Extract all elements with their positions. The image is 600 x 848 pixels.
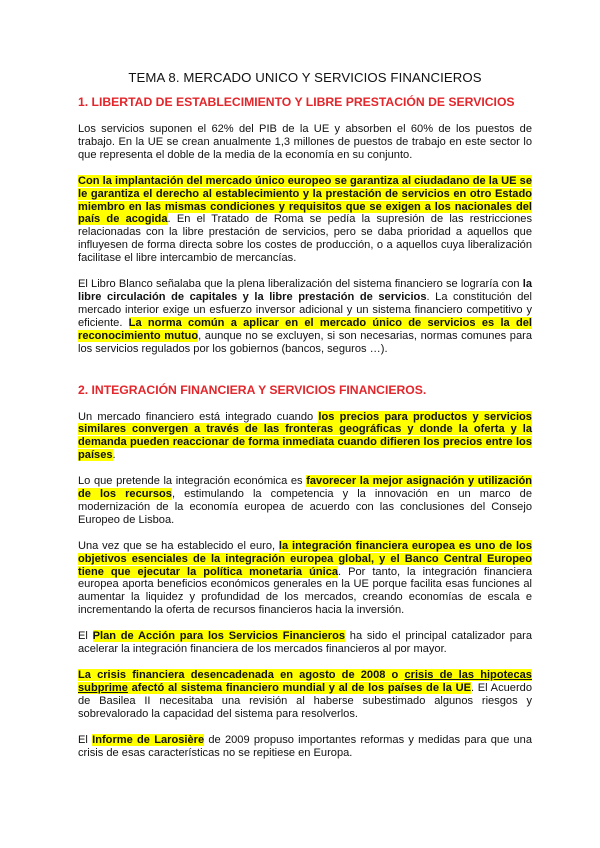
s2-p1-text-a: Un mercado financiero está integrado cuando	[78, 410, 319, 423]
s1-p3-text-d: , aunque no se excluyen, si son necesarias, normas comunes para los servicios regulados por los gobiernos (bancos, seguros …).	[78, 329, 532, 355]
s2-p6-text-a: El	[78, 733, 93, 746]
s1-p1-text: Los servicios suponen el 62% del PIB de la UE y absorben el 60% de los puestos de trabajo. En la UE se crean anualmente 1,3 millones de puestos de trabajo en este sector lo que representa el doble de la media de la economía en su conjunto.	[78, 123, 532, 161]
s2-p2-text-b: , estimulando la competencia y la innovación en un marco de modernización de la economía europea de acuerdo con las conclusiones del Consejo Europeo de Lisboa.	[78, 488, 532, 526]
s2-p4-text-a: El	[78, 630, 93, 643]
s1-p2-text: . En el Tratado de Roma se pedía la supresión de las restricciones relacionadas con la libre prestación de servicios, pero se daba prioridad a aquellos que influyesen de forma directa sobre los costes de producción, o a aquellos cuya liberalización facilitase el libre intercambio de mercancías.	[78, 213, 533, 265]
s2-p1-text-b: .	[112, 449, 116, 462]
s2-p5-highlight-underlined: crisis de las hipotecas subprime	[78, 669, 532, 694]
s2-p6-highlight: Informe de Larosière	[92, 733, 205, 746]
s2-p2-highlight: favorecer la mejor asignación y utilización de los recursos	[78, 475, 533, 501]
s1-p2-highlight: Con la implantación del mercado único europeo se garantiza al ciudadano de la UE se le garantiza el derecho al establecimiento y la prestación de servicios en otro Estado miembro en las mismas condiciones y requisitos que se exigen a los nacionales del país de acogida	[78, 174, 532, 226]
s2-paragraph-1	[78, 411, 532, 463]
s2-p3-highlight: la integración financiera europea es uno de los objetivos esenciales de la integración europea global, y el Banco Central Europeo tiene que ejecutar la política monetaria única	[78, 539, 532, 578]
s1-paragraph-1	[78, 123, 532, 162]
s2-p4-highlight: Plan de Acción para los Servicios Financieros	[92, 630, 346, 643]
s2-p2-text-a: Lo que pretende la integración económica es	[78, 475, 307, 488]
s2-p4-text-b: ha sido el principal catalizador para acelerar la integración financiera de los mercados financieros al por mayor.	[78, 630, 532, 656]
s2-paragraph-3	[78, 540, 532, 617]
section-1-heading: 1. LIBERTAD DE ESTABLECIMIENTO Y LIBRE PRESTACIÓN DE SERVICIOS	[78, 95, 515, 109]
s2-p6-text-b: de 2009 propuso importantes reformas y medidas para que una crisis de esas características no se repitiese en Europa.	[78, 733, 532, 759]
s2-paragraph-2	[78, 475, 532, 527]
s1-p3-text-a: El Libro Blanco señalaba que la plena liberalización del sistema financiero se lograría con	[78, 278, 523, 291]
s1-p3-bold: la libre circulación de capitales y la libre prestación de servicios	[78, 278, 532, 303]
s2-paragraph-6	[78, 734, 532, 760]
s2-p5-highlight-1: La crisis financiera desencadenada en agosto de 2008 o	[78, 669, 405, 681]
s2-p3-text-b: . Por tanto, la integración financiera europea aporta beneficios económicos generales en la UE porque facilita esas funciones al aumentar la liquidez y profundidad de los mercados, creando economías de escala e incrementando la oferta de recursos financieros hacia la inversión.	[78, 565, 532, 617]
s2-p3-text-a: Una vez que se ha establecido el euro,	[78, 539, 279, 552]
s2-paragraph-5	[78, 669, 532, 721]
s2-p5-text: . El Acuerdo de Basilea II necesitaba una revisión al haberse subestimado algunos riesgos y sobrevalorado la capacidad del sistema para resolverlos.	[78, 681, 532, 720]
s2-p5-highlight-3: afectó al sistema financiero mundial y al de los países de la UE	[127, 681, 471, 694]
section-2-heading: 2. INTEGRACIÓN FINANCIERA Y SERVICIOS FINANCIEROS.	[78, 382, 427, 397]
s1-paragraph-2	[78, 175, 532, 265]
document-title: TEMA 8. MERCADO UNICO Y SERVICIOS FINANCIEROS	[128, 70, 482, 85]
s2-p1-highlight: los precios para productos y servicios similares convergen a través de las fronteras geográficas y donde la oferta y la demanda pueden reaccionar de forma inmediata cuando difieren los precios entre los países	[78, 410, 532, 462]
s1-paragraph-3	[78, 278, 532, 355]
s1-p3-highlight: La norma común a aplicar en el mercado único de servicios es la del reconocimiento mutuo	[78, 316, 532, 342]
s2-paragraph-4	[78, 630, 532, 656]
s1-p3-text-c: . La constitución del mercado interior exige un esfuerzo inversor adicional y un sistema financiero competitivo y eficiente.	[78, 290, 532, 329]
